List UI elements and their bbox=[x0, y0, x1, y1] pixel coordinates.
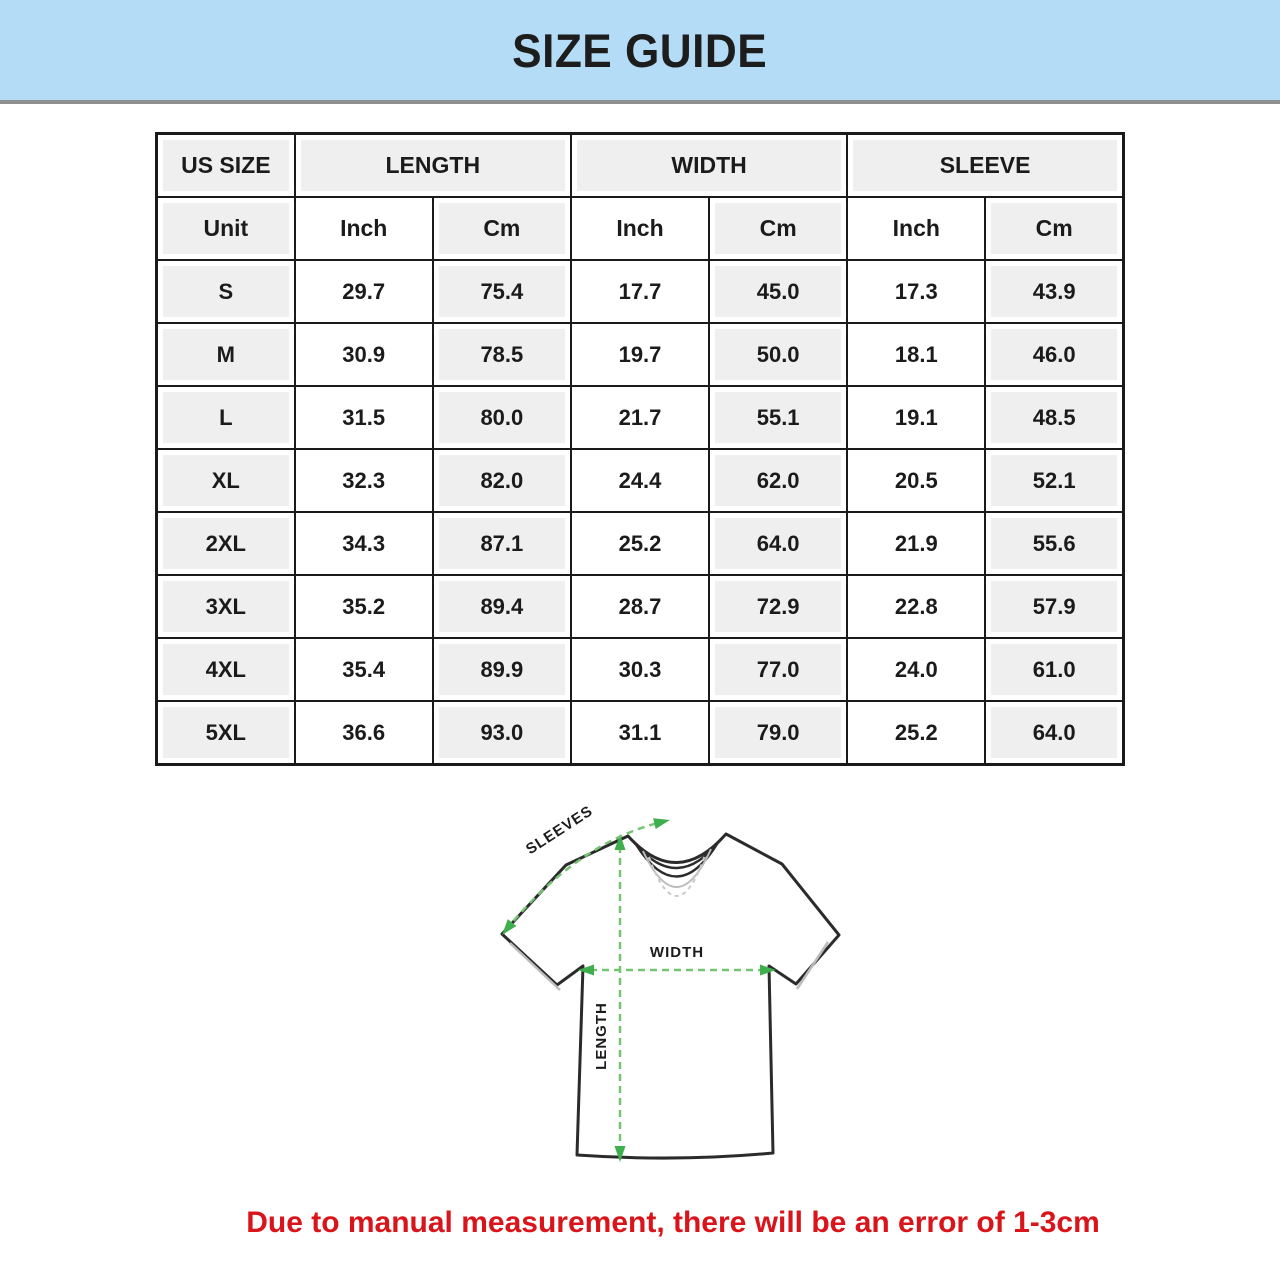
measurement-cell: 50.0 bbox=[709, 323, 847, 386]
size-table bbox=[155, 132, 1125, 766]
group-header-row bbox=[157, 134, 1124, 198]
measurement-cell: 64.0 bbox=[709, 512, 847, 575]
column-group-header-us-size: US SIZE bbox=[157, 134, 295, 198]
measurement-cell: 35.4 bbox=[295, 638, 433, 701]
measurement-cell: 25.2 bbox=[571, 512, 709, 575]
measurement-cell: 19.7 bbox=[571, 323, 709, 386]
page-title: SIZE GUIDE bbox=[512, 23, 768, 77]
unit-cell-3: Inch bbox=[571, 197, 709, 260]
measurement-cell: 34.3 bbox=[295, 512, 433, 575]
size-row-s bbox=[157, 260, 1124, 323]
measurement-cell: 17.3 bbox=[847, 260, 985, 323]
measurement-cell: 31.5 bbox=[295, 386, 433, 449]
measurement-cell: 25.2 bbox=[847, 701, 985, 765]
column-group-header-width: WIDTH bbox=[571, 134, 847, 198]
measurement-cell: 30.9 bbox=[295, 323, 433, 386]
length-label: LENGTH bbox=[593, 1002, 610, 1070]
size-label-cell: 5XL bbox=[157, 701, 295, 765]
size-row-5xl bbox=[157, 701, 1124, 765]
measurement-cell: 43.9 bbox=[985, 260, 1123, 323]
measurement-cell: 55.6 bbox=[985, 512, 1123, 575]
measurement-cell: 52.1 bbox=[985, 449, 1123, 512]
content bbox=[0, 132, 1280, 1240]
measurement-cell: 72.9 bbox=[709, 575, 847, 638]
measurement-cell: 20.5 bbox=[847, 449, 985, 512]
size-row-l bbox=[157, 386, 1124, 449]
measurement-cell: 35.2 bbox=[295, 575, 433, 638]
size-label-cell: L bbox=[157, 386, 295, 449]
measurement-cell: 28.7 bbox=[571, 575, 709, 638]
size-label-cell: 3XL bbox=[157, 575, 295, 638]
measurement-cell: 75.4 bbox=[433, 260, 571, 323]
size-row-4xl bbox=[157, 638, 1124, 701]
measurement-cell: 57.9 bbox=[985, 575, 1123, 638]
measurement-cell: 36.6 bbox=[295, 701, 433, 765]
measurement-cell: 78.5 bbox=[433, 323, 571, 386]
header-banner bbox=[0, 0, 1280, 104]
measurement-cell: 21.9 bbox=[847, 512, 985, 575]
unit-cell-2: Cm bbox=[433, 197, 571, 260]
size-row-xl bbox=[157, 449, 1124, 512]
measurement-cell: 19.1 bbox=[847, 386, 985, 449]
measurement-cell: 79.0 bbox=[709, 701, 847, 765]
measurement-cell: 45.0 bbox=[709, 260, 847, 323]
tshirt-diagram-svg bbox=[460, 784, 920, 1184]
unit-header-cell: Unit bbox=[157, 197, 295, 260]
measurement-cell: 24.4 bbox=[571, 449, 709, 512]
measurement-cell: 18.1 bbox=[847, 323, 985, 386]
column-group-header-sleeve: SLEEVE bbox=[847, 134, 1123, 198]
measurement-cell: 46.0 bbox=[985, 323, 1123, 386]
size-label-cell: M bbox=[157, 323, 295, 386]
size-table-head bbox=[157, 134, 1124, 261]
size-label-cell: S bbox=[157, 260, 295, 323]
measurement-cell: 22.8 bbox=[847, 575, 985, 638]
column-group-header-length: LENGTH bbox=[295, 134, 571, 198]
measurement-cell: 21.7 bbox=[571, 386, 709, 449]
measurement-cell: 93.0 bbox=[433, 701, 571, 765]
measurement-cell: 82.0 bbox=[433, 449, 571, 512]
sleeves-label: SLEEVES bbox=[522, 802, 597, 859]
measurement-cell: 61.0 bbox=[985, 638, 1123, 701]
unit-row bbox=[157, 197, 1124, 260]
measurement-disclaimer: Due to manual measurement, there will be an error of 1-3cm bbox=[246, 1206, 1100, 1239]
measurement-cell: 55.1 bbox=[709, 386, 847, 449]
measurement-cell: 29.7 bbox=[295, 260, 433, 323]
unit-cell-6: Cm bbox=[985, 197, 1123, 260]
size-row-3xl bbox=[157, 575, 1124, 638]
measurement-cell: 17.7 bbox=[571, 260, 709, 323]
measurement-cell: 89.4 bbox=[433, 575, 571, 638]
measurement-cell: 31.1 bbox=[571, 701, 709, 765]
measurement-cell: 64.0 bbox=[985, 701, 1123, 765]
sleeves-arrowhead-top bbox=[653, 815, 671, 829]
size-label-cell: 2XL bbox=[157, 512, 295, 575]
measurement-cell: 24.0 bbox=[847, 638, 985, 701]
size-label-cell: 4XL bbox=[157, 638, 295, 701]
unit-cell-1: Inch bbox=[295, 197, 433, 260]
measurement-cell: 30.3 bbox=[571, 638, 709, 701]
measurement-cell: 32.3 bbox=[295, 449, 433, 512]
measurement-cell: 48.5 bbox=[985, 386, 1123, 449]
unit-cell-4: Cm bbox=[709, 197, 847, 260]
width-label: WIDTH bbox=[649, 944, 705, 961]
size-label-cell: XL bbox=[157, 449, 295, 512]
size-row-m bbox=[157, 323, 1124, 386]
measurement-cell: 80.0 bbox=[433, 386, 571, 449]
size-table-body bbox=[157, 260, 1124, 765]
measurement-cell: 77.0 bbox=[709, 638, 847, 701]
size-row-2xl bbox=[157, 512, 1124, 575]
tshirt-measurement-diagram bbox=[460, 784, 920, 1184]
unit-cell-5: Inch bbox=[847, 197, 985, 260]
measurement-cell: 62.0 bbox=[709, 449, 847, 512]
measurement-cell: 89.9 bbox=[433, 638, 571, 701]
measurement-cell: 87.1 bbox=[433, 512, 571, 575]
